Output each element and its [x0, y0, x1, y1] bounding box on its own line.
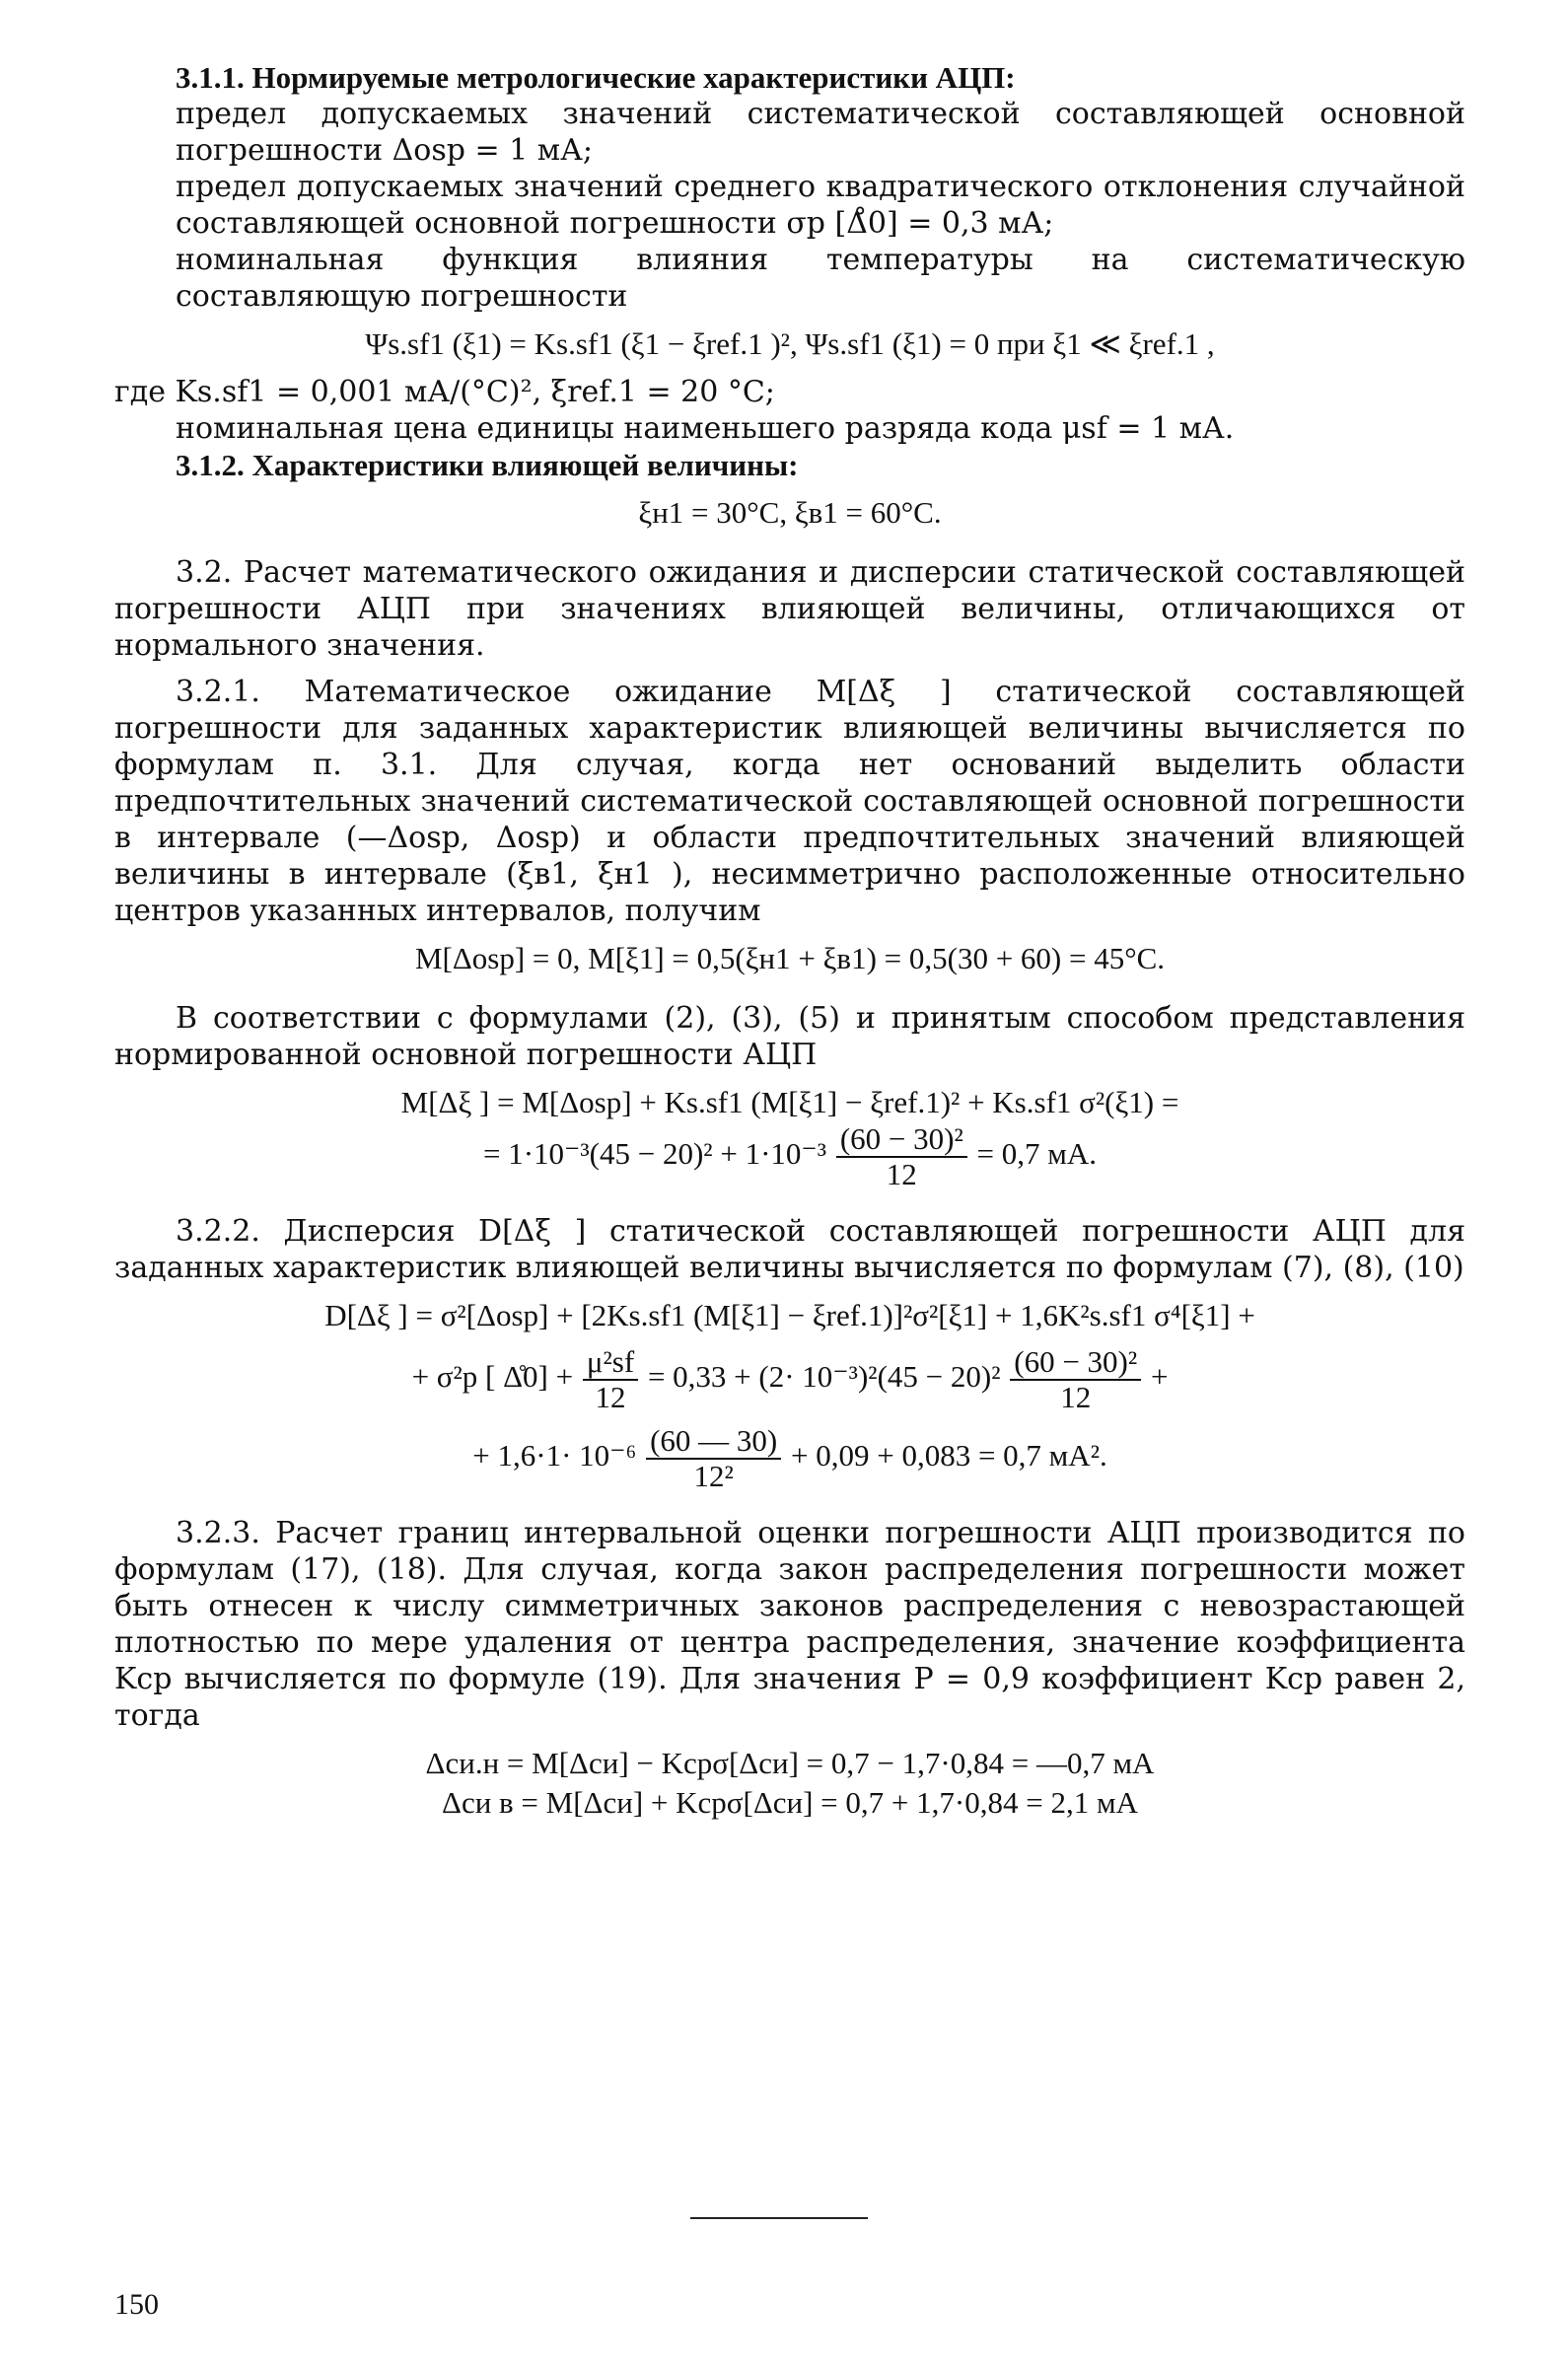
formula: ξн1 = 30°С, ξв1 = 60°С.	[638, 495, 942, 530]
formula-part: + 0,09 + 0,083 = 0,7 мА².	[790, 1438, 1107, 1473]
fraction-numerator: (60 − 30)²	[1010, 1345, 1141, 1381]
paragraph: предел допускаемых значений среднего квадратического отклонения случайной составляющей основной погрешности σp [Δ̊0] = 0,3 мА;	[176, 170, 1465, 241]
formula-part: +	[1150, 1359, 1169, 1395]
page-number: 150	[114, 2288, 159, 2321]
paragraph: номинальная цена единицы наименьшего разряда кода μsf = 1 мА.	[176, 411, 1235, 446]
formula-part: = 1·10⁻³(45 − 20)² + 1·10⁻³	[482, 1136, 827, 1172]
fraction	[646, 1424, 781, 1493]
formula-part: + 1,6·1· 10⁻⁶	[472, 1438, 637, 1473]
section-3-2-2-text: 3.2.2. Дисперсия D[Δξ ] статической составляющей погрешности АЦП для заданных характеристик влияющей величины вычисляется по формулам (7), (8), (10)	[114, 1214, 1465, 1285]
formula: Ψs.sf1 (ξ1) = Ks.sf1 (ξ1 − ξref.1 )², Ψs.sf1 (ξ1) = 0 при ξ1 ≪ ξref.1 ,	[365, 326, 1215, 361]
formula: Δси.н = M[Δси] − Kсрσ[Δси] = 0,7 − 1,7·0,84 = —0,7 мА	[425, 1746, 1155, 1780]
formula: Δси в = M[Δси] + Kсрσ[Δси] = 0,7 + 1,7·0,84 = 2,1 мА	[442, 1785, 1138, 1820]
fraction-denominator: 12	[1060, 1380, 1092, 1414]
section-3-1-1-title: 3.1.1. Нормируемые метрологические характеристики АЦП:	[176, 60, 1016, 95]
section-3-2-1-text: 3.2.1. Математическое ожидание M[Δξ ] статической составляющей погрешности для заданных характеристик влияющей величины вычисляется по формулам п. 3.1. Для случая, когда нет оснований выделить области предпочтительных значений систематической составляющей основной погрешности в интервале (—Δosp, Δosp) и области предпочтительных значений влияющей величины в интервале (ξв1, ξн1 ), несимметрично расположенные относительно центров указанных интервалов, получим	[114, 675, 1465, 928]
fraction-denominator: 12	[886, 1157, 917, 1191]
separator-rule	[690, 2217, 868, 2219]
fraction-numerator: (60 — 30)	[646, 1424, 781, 1460]
paragraph: номинальная функция влияния температуры на систематическую составляющую погрешности	[176, 243, 1465, 314]
formula	[114, 1424, 1465, 1493]
formula-part: = 0,7 мА.	[976, 1136, 1098, 1172]
fraction-numerator: (60 − 30)²	[836, 1122, 967, 1158]
fraction-denominator: 12²	[693, 1459, 734, 1493]
formula	[114, 1122, 1465, 1191]
paragraph: предел допускаемых значений систематической составляющей основной погрешности Δosp = 1 мА;	[176, 97, 1465, 168]
section-3-2-text: 3.2. Расчет математического ожидания и дисперсии статической составляющей погрешности АЦП при значениях влияющей величины, отличающихся от нормального значения.	[114, 555, 1465, 663]
formula-part: = 0,33 + (2· 10⁻³)²(45 − 20)²	[647, 1359, 1001, 1395]
fraction-numerator: μ²sf	[583, 1345, 638, 1381]
formula: D[Δξ ] = σ²[Δosp] + [2Ks.sf1 (M[ξ1] − ξref.1)]²σ²[ξ1] + 1,6K²s.sf1 σ⁴[ξ1] +	[324, 1298, 1255, 1332]
formula	[114, 1345, 1465, 1414]
document-page	[114, 59, 1465, 1823]
fraction	[1010, 1345, 1141, 1414]
formula: M[Δosp] = 0, M[ξ1] = 0,5(ξн1 + ξв1) = 0,5(30 + 60) = 45°С.	[414, 941, 1166, 975]
section-3-1-2-title: 3.1.2. Характеристики влияющей величины:	[176, 448, 799, 482]
paragraph: где Ks.sf1 = 0,001 мА/(°С)², ξref.1 = 20 °С;	[114, 375, 775, 409]
fraction-denominator: 12	[595, 1380, 626, 1414]
formula-part: + σ²p [ Δ̊0] +	[411, 1359, 574, 1395]
formula: M[Δξ ] = M[Δosp] + Ks.sf1 (M[ξ1] − ξref.1)² + Ks.sf1 σ²(ξ1) =	[400, 1085, 1179, 1119]
fraction	[836, 1122, 967, 1191]
paragraph: В соответствии с формулами (2), (3), (5) и принятым способом представления нормированной основной погрешности АЦП	[114, 1001, 1465, 1072]
section-3-2-3-text: 3.2.3. Расчет границ интервальной оценки погрешности АЦП производится по формулам (17), (18). Для случая, когда закон распределения погрешности может быть отнесен к числу симметричных законов распределения с невозрастающей плотностью по мере удаления от центра распределения, значение коэффициента Kср вычисляется по формуле (19). Для значения P = 0,9 коэффициент Kср равен 2, тогда	[114, 1516, 1465, 1733]
fraction	[583, 1345, 638, 1414]
